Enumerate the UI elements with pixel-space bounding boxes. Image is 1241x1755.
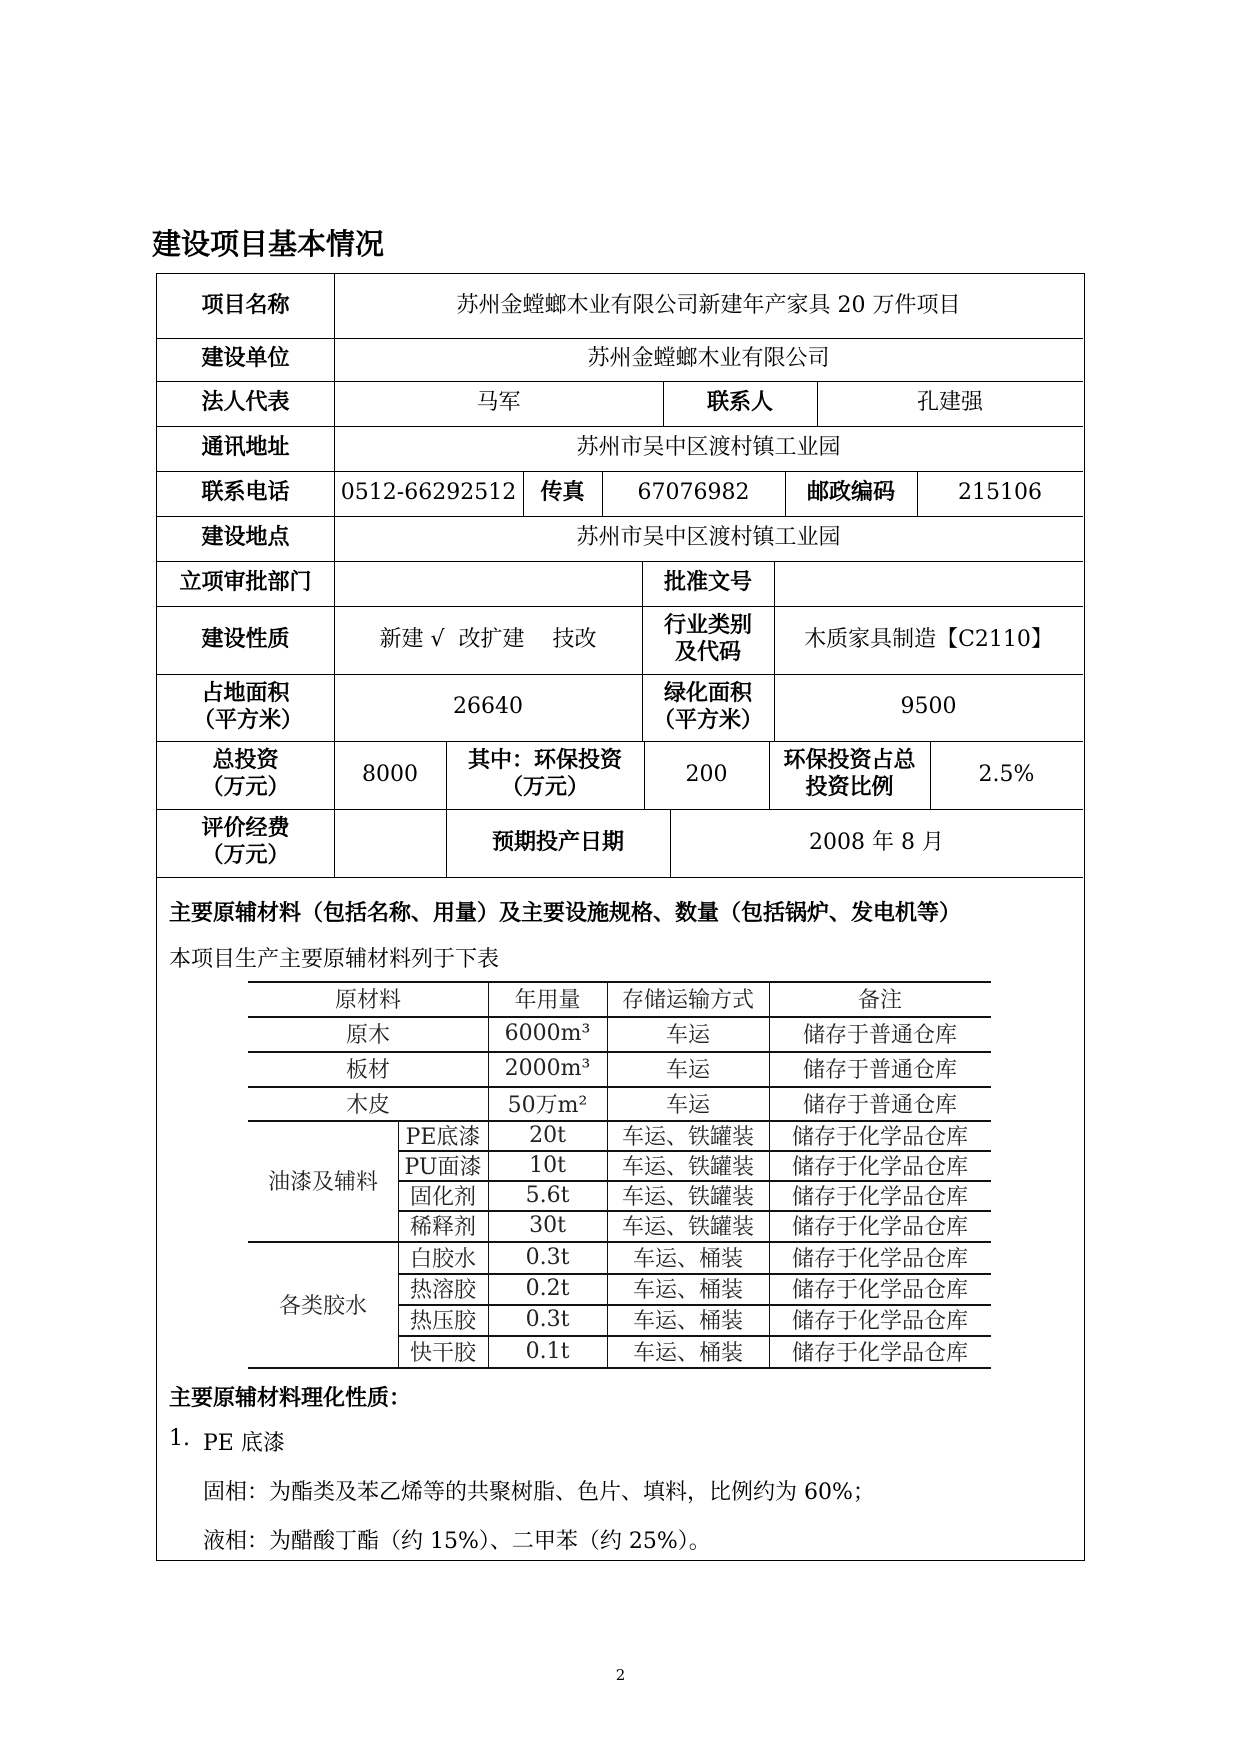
material-note: 储存于化学品仓库	[791, 1278, 968, 1303]
address-value: 苏州市吴中区渡村镇工业园	[576, 435, 841, 461]
material-name: 木皮	[345, 1092, 390, 1118]
fax-label: 传真	[540, 480, 585, 506]
material-amount: 10t	[529, 1152, 566, 1178]
phone-value: 0512-66292512	[340, 480, 517, 506]
land-area-value: 26640	[453, 694, 523, 720]
material-amount: 50万m²	[507, 1092, 588, 1118]
eval-fee-value	[334, 809, 446, 877]
materials-intro: 本项目生产主要原辅材料列于下表	[169, 947, 500, 972]
project-info-table	[156, 273, 1085, 1561]
material-amount: 20t	[529, 1122, 566, 1148]
project-name-label: 项目名称	[201, 292, 290, 318]
material-amount: 30t	[529, 1213, 566, 1238]
env-ratio-label: 环保投资占总投资比例	[783, 748, 916, 800]
green-area-label: 绿化面积（平方米）	[652, 680, 763, 733]
material-name: 快干胶	[409, 1340, 476, 1366]
industry-label: 行业类别及代码	[663, 613, 752, 665]
material-note: 储存于化学品仓库	[791, 1215, 968, 1240]
property-line: 固相：为酯类及苯乙烯等的共聚树脂、色片、填料，比例约为 60%；	[203, 1480, 875, 1505]
material-name: PE底漆	[405, 1124, 481, 1150]
material-amount: 0.3t	[525, 1244, 570, 1270]
material-note: 储存于普通仓库	[802, 1023, 957, 1048]
nature-label: 建设性质	[201, 626, 290, 652]
material-amount: 0.3t	[525, 1307, 570, 1332]
env-ratio-value: 2.5%	[978, 761, 1035, 787]
postcode-value: 215106	[958, 480, 1042, 506]
material-transport: 车运、铁罐装	[621, 1154, 754, 1180]
material-note: 储存于化学品仓库	[791, 1246, 968, 1272]
material-amount: 2000m³	[504, 1056, 591, 1081]
eval-fee-label: 评价经费（万元）	[201, 816, 290, 868]
page-number: 2	[615, 1666, 626, 1684]
material-transport: 车运	[665, 1058, 710, 1083]
property-item-number: 1.	[169, 1426, 190, 1451]
material-transport: 车运、桶装	[632, 1278, 743, 1303]
material-transport: 车运	[665, 1023, 710, 1048]
industry-value: 木质家具制造【C2110】	[804, 626, 1053, 652]
group-label-paints: 油漆及辅料	[267, 1170, 378, 1195]
nature-value: 新建 √ 改扩建 技改	[379, 626, 597, 652]
material-note: 储存于化学品仓库	[791, 1154, 968, 1180]
approval-no-value	[774, 561, 1083, 606]
group-label-glues: 各类胶水	[278, 1293, 367, 1319]
material-transport: 车运、铁罐装	[621, 1184, 754, 1210]
material-name: 固化剂	[409, 1184, 476, 1210]
site-label: 建设地点	[201, 525, 290, 551]
material-name: PU面漆	[404, 1154, 482, 1180]
total-invest-value: 8000	[362, 761, 418, 787]
material-name: 热溶胶	[409, 1278, 476, 1303]
material-transport: 车运、桶装	[632, 1340, 743, 1366]
construction-unit-value: 苏州金螳螂木业有限公司	[587, 346, 830, 372]
approval-dept-label: 立项审批部门	[179, 570, 312, 596]
material-amount: 5.6t	[525, 1182, 570, 1208]
materials-table	[248, 981, 991, 1369]
material-note: 储存于普通仓库	[802, 1092, 957, 1118]
col-header-note: 备注	[857, 988, 902, 1013]
site-value: 苏州市吴中区渡村镇工业园	[576, 525, 841, 551]
materials-section-title: 主要原辅材料（包括名称、用量）及主要设施规格、数量（包括锅炉、发电机等）	[169, 901, 962, 926]
phone-label: 联系电话	[201, 480, 290, 506]
properties-title: 主要原辅材料理化性质：	[169, 1386, 412, 1411]
material-transport: 车运	[665, 1092, 710, 1118]
env-invest-value: 200	[685, 761, 728, 787]
col-header-transport: 存储运输方式	[621, 988, 754, 1013]
land-area-label: 占地面积（平方米）	[193, 680, 304, 733]
material-transport: 车运、铁罐装	[621, 1124, 754, 1150]
material-note: 储存于普通仓库	[802, 1058, 957, 1083]
legal-rep-value: 马军	[476, 390, 521, 416]
material-amount: 0.1t	[525, 1338, 570, 1364]
material-amount: 6000m³	[504, 1021, 591, 1046]
address-label: 通讯地址	[201, 435, 290, 461]
prod-date-label: 预期投产日期	[491, 829, 624, 855]
total-invest-label: 总投资（万元）	[201, 748, 290, 800]
property-line: 液相：为醋酸丁酯（约 15%）、二甲苯（约 25%）。	[203, 1529, 711, 1554]
postcode-label: 邮政编码	[806, 480, 895, 506]
green-area-value: 9500	[900, 694, 957, 720]
fax-value: 67076982	[637, 480, 750, 506]
legal-rep-label: 法人代表	[201, 390, 290, 416]
material-note: 储存于化学品仓库	[791, 1184, 968, 1210]
approval-no-label: 批准文号	[663, 570, 752, 596]
material-note: 储存于化学品仓库	[791, 1340, 968, 1366]
env-invest-label: 其中：环保投资（万元）	[467, 748, 622, 800]
col-header-material: 原材料	[334, 988, 401, 1013]
material-note: 储存于化学品仓库	[791, 1309, 968, 1334]
material-name: 板材	[345, 1058, 390, 1083]
material-transport: 车运、桶装	[632, 1246, 743, 1272]
contact-value: 孔建强	[916, 390, 983, 416]
project-name-value: 苏州金螳螂木业有限公司新建年产家具 20 万件项目	[456, 292, 961, 318]
contact-label: 联系人	[706, 390, 773, 416]
approval-dept-value	[334, 561, 642, 606]
material-name: 稀释剂	[409, 1215, 476, 1240]
prod-date-value: 2008 年 8 月	[809, 829, 944, 855]
material-name: 原木	[345, 1023, 390, 1048]
property-item-name: PE 底漆	[203, 1431, 285, 1456]
material-transport: 车运、桶装	[632, 1309, 743, 1334]
material-transport: 车运、铁罐装	[621, 1215, 754, 1240]
material-name: 白胶水	[409, 1246, 476, 1272]
material-amount: 0.2t	[525, 1276, 570, 1301]
page-heading: 建设项目基本情况	[152, 227, 385, 261]
construction-unit-label: 建设单位	[201, 346, 290, 372]
material-name: 热压胶	[409, 1309, 476, 1334]
col-header-amount: 年用量	[514, 988, 581, 1013]
material-note: 储存于化学品仓库	[791, 1124, 968, 1150]
